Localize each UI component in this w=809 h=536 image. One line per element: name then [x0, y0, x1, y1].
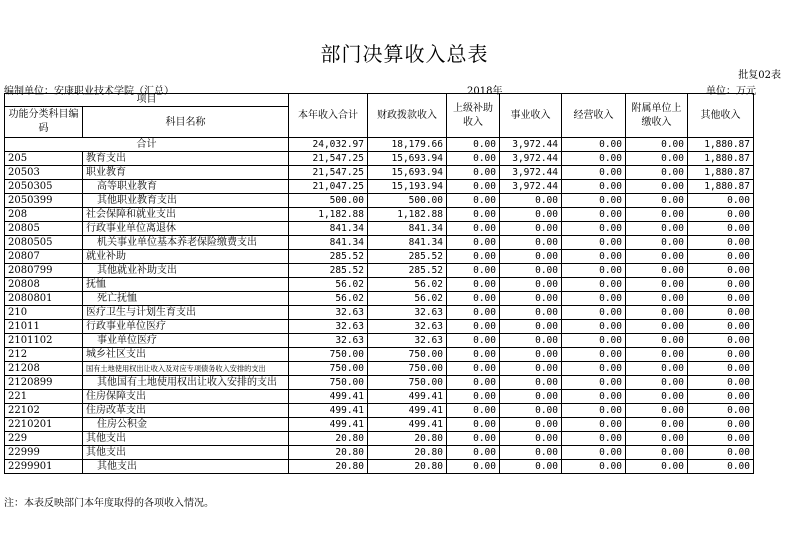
amount-cell: 0.00 — [562, 390, 626, 404]
total-value: 0.00 — [447, 138, 500, 152]
subject-name: 其他国有土地使用权出让收入安排的支出 — [83, 376, 289, 390]
amount-cell: 0.00 — [562, 446, 626, 460]
header-col-affiliated: 附属单位上缴收入 — [626, 94, 688, 138]
subject-name: 住房改革支出 — [83, 404, 289, 418]
amount-cell: 21,547.25 — [289, 166, 368, 180]
amount-cell: 0.00 — [500, 264, 562, 278]
amount-cell: 1,880.87 — [688, 152, 754, 166]
table-row — [5, 432, 754, 446]
total-value: 1,880.87 — [688, 138, 754, 152]
currency-unit: 单位：万元 — [706, 86, 756, 97]
table-row — [5, 320, 754, 334]
subject-name: 医疗卫生与计划生育支出 — [83, 306, 289, 320]
header-col-business: 事业收入 — [500, 94, 562, 138]
amount-cell: 0.00 — [626, 180, 688, 194]
amount-cell: 0.00 — [447, 446, 500, 460]
header-subject-name: 科目名称 — [83, 107, 289, 138]
amount-cell: 0.00 — [500, 446, 562, 460]
amount-cell: 0.00 — [447, 432, 500, 446]
amount-cell: 750.00 — [289, 362, 368, 376]
amount-cell: 32.63 — [368, 334, 447, 348]
amount-cell: 0.00 — [562, 460, 626, 474]
amount-cell: 750.00 — [368, 362, 447, 376]
amount-cell: 0.00 — [447, 236, 500, 250]
amount-cell: 500.00 — [368, 194, 447, 208]
subject-name: 职业教育 — [83, 166, 289, 180]
amount-cell: 0.00 — [500, 376, 562, 390]
income-summary-table — [4, 93, 754, 474]
amount-cell: 0.00 — [626, 208, 688, 222]
subject-name: 事业单位医疗 — [83, 334, 289, 348]
amount-cell: 0.00 — [626, 306, 688, 320]
amount-cell: 500.00 — [289, 194, 368, 208]
amount-cell: 0.00 — [447, 180, 500, 194]
amount-cell: 20.80 — [368, 460, 447, 474]
table-row — [5, 376, 754, 390]
amount-cell: 1,182.88 — [289, 208, 368, 222]
function-code: 221 — [5, 390, 83, 404]
amount-cell: 0.00 — [562, 208, 626, 222]
amount-cell: 0.00 — [688, 208, 754, 222]
amount-cell: 0.00 — [447, 264, 500, 278]
function-code: 212 — [5, 348, 83, 362]
amount-cell: 20.80 — [289, 446, 368, 460]
amount-cell: 0.00 — [688, 250, 754, 264]
total-value: 24,032.97 — [289, 138, 368, 152]
amount-cell: 0.00 — [562, 376, 626, 390]
amount-cell: 0.00 — [500, 236, 562, 250]
amount-cell: 0.00 — [447, 376, 500, 390]
amount-cell: 0.00 — [688, 460, 754, 474]
amount-cell: 0.00 — [688, 306, 754, 320]
function-code: 208 — [5, 208, 83, 222]
amount-cell: 3,972.44 — [500, 180, 562, 194]
header-col-operating: 经营收入 — [562, 94, 626, 138]
amount-cell: 0.00 — [500, 208, 562, 222]
form-id: 批复02表 — [738, 70, 781, 81]
table-row — [5, 194, 754, 208]
subject-name: 国有土地使用权出让收入及对应专项债务收入安排的支出 — [83, 362, 289, 376]
amount-cell: 0.00 — [626, 222, 688, 236]
amount-cell: 0.00 — [562, 292, 626, 306]
amount-cell: 0.00 — [626, 152, 688, 166]
amount-cell: 0.00 — [500, 362, 562, 376]
amount-cell: 20.80 — [289, 432, 368, 446]
subject-name: 社会保障和就业支出 — [83, 208, 289, 222]
total-label: 合计 — [5, 138, 289, 152]
function-code: 20808 — [5, 278, 83, 292]
amount-cell: 0.00 — [688, 334, 754, 348]
amount-cell: 0.00 — [688, 390, 754, 404]
amount-cell: 0.00 — [447, 334, 500, 348]
amount-cell: 0.00 — [688, 278, 754, 292]
amount-cell: 0.00 — [500, 320, 562, 334]
amount-cell: 0.00 — [447, 362, 500, 376]
table-row — [5, 236, 754, 250]
amount-cell: 32.63 — [368, 306, 447, 320]
amount-cell: 1,182.88 — [368, 208, 447, 222]
amount-cell: 0.00 — [500, 404, 562, 418]
amount-cell: 0.00 — [500, 292, 562, 306]
amount-cell: 0.00 — [688, 432, 754, 446]
subject-name: 教育支出 — [83, 152, 289, 166]
amount-cell: 0.00 — [447, 194, 500, 208]
amount-cell: 0.00 — [562, 320, 626, 334]
header-col-fiscal: 财政拨款收入 — [368, 94, 447, 138]
function-code: 22999 — [5, 446, 83, 460]
amount-cell: 0.00 — [688, 348, 754, 362]
table-row — [5, 180, 754, 194]
amount-cell: 56.02 — [368, 292, 447, 306]
amount-cell: 0.00 — [688, 446, 754, 460]
amount-cell: 0.00 — [626, 362, 688, 376]
amount-cell: 1,880.87 — [688, 166, 754, 180]
table-row — [5, 264, 754, 278]
amount-cell: 0.00 — [626, 390, 688, 404]
amount-cell: 32.63 — [289, 334, 368, 348]
amount-cell: 0.00 — [688, 222, 754, 236]
header-col-superior: 上级补助收入 — [447, 94, 500, 138]
subject-name: 就业补助 — [83, 250, 289, 264]
amount-cell: 0.00 — [500, 334, 562, 348]
amount-cell: 0.00 — [626, 278, 688, 292]
amount-cell: 20.80 — [289, 460, 368, 474]
amount-cell: 499.41 — [289, 418, 368, 432]
subject-name: 机关事业单位基本养老保险缴费支出 — [83, 236, 289, 250]
amount-cell: 0.00 — [562, 404, 626, 418]
function-code: 2120899 — [5, 376, 83, 390]
table-row — [5, 348, 754, 362]
amount-cell: 21,047.25 — [289, 180, 368, 194]
amount-cell: 0.00 — [500, 390, 562, 404]
amount-cell: 0.00 — [500, 348, 562, 362]
amount-cell: 15,193.94 — [368, 180, 447, 194]
amount-cell: 32.63 — [289, 306, 368, 320]
amount-cell: 499.41 — [289, 390, 368, 404]
amount-cell: 499.41 — [368, 404, 447, 418]
function-code: 20503 — [5, 166, 83, 180]
amount-cell: 0.00 — [688, 292, 754, 306]
amount-cell: 0.00 — [688, 320, 754, 334]
amount-cell: 0.00 — [688, 404, 754, 418]
amount-cell: 750.00 — [368, 348, 447, 362]
amount-cell: 0.00 — [500, 278, 562, 292]
amount-cell: 15,693.94 — [368, 152, 447, 166]
subject-name: 死亡抚恤 — [83, 292, 289, 306]
amount-cell: 0.00 — [626, 376, 688, 390]
table-row — [5, 390, 754, 404]
table-row — [5, 292, 754, 306]
amount-cell: 0.00 — [562, 194, 626, 208]
amount-cell: 0.00 — [562, 348, 626, 362]
amount-cell: 0.00 — [447, 208, 500, 222]
subject-name: 其他职业教育支出 — [83, 194, 289, 208]
amount-cell: 0.00 — [626, 250, 688, 264]
amount-cell: 499.41 — [368, 390, 447, 404]
table-row — [5, 278, 754, 292]
function-code: 20805 — [5, 222, 83, 236]
function-code: 2101102 — [5, 334, 83, 348]
total-value: 18,179.66 — [368, 138, 447, 152]
function-code: 2050399 — [5, 194, 83, 208]
table-row — [5, 362, 754, 376]
amount-cell: 21,547.25 — [289, 152, 368, 166]
amount-cell: 0.00 — [500, 250, 562, 264]
subject-name: 其他支出 — [83, 432, 289, 446]
subject-name: 住房公积金 — [83, 418, 289, 432]
amount-cell: 285.52 — [368, 250, 447, 264]
amount-cell: 56.02 — [368, 278, 447, 292]
table-row — [5, 334, 754, 348]
amount-cell: 0.00 — [688, 194, 754, 208]
amount-cell: 285.52 — [289, 264, 368, 278]
amount-cell: 0.00 — [500, 460, 562, 474]
amount-cell: 0.00 — [688, 264, 754, 278]
function-code: 2050305 — [5, 180, 83, 194]
function-code: 2080799 — [5, 264, 83, 278]
amount-cell: 0.00 — [626, 432, 688, 446]
subject-name: 城乡社区支出 — [83, 348, 289, 362]
total-row — [5, 138, 754, 152]
total-value: 0.00 — [562, 138, 626, 152]
amount-cell: 750.00 — [368, 376, 447, 390]
subject-name: 抚恤 — [83, 278, 289, 292]
subject-name: 住房保障支出 — [83, 390, 289, 404]
compiling-unit: 编制单位：安康职业技术学院（汇总） — [4, 86, 174, 97]
amount-cell: 0.00 — [562, 334, 626, 348]
amount-cell: 841.34 — [289, 236, 368, 250]
amount-cell: 0.00 — [562, 152, 626, 166]
function-code: 2210201 — [5, 418, 83, 432]
header-project: 项目 — [5, 94, 289, 107]
amount-cell: 0.00 — [626, 166, 688, 180]
amount-cell: 0.00 — [562, 432, 626, 446]
amount-cell: 0.00 — [562, 236, 626, 250]
amount-cell: 0.00 — [562, 278, 626, 292]
amount-cell: 0.00 — [562, 362, 626, 376]
amount-cell: 0.00 — [626, 236, 688, 250]
table-row — [5, 306, 754, 320]
amount-cell: 0.00 — [447, 292, 500, 306]
table-row — [5, 418, 754, 432]
amount-cell: 0.00 — [447, 152, 500, 166]
amount-cell: 0.00 — [562, 306, 626, 320]
total-value: 3,972.44 — [500, 138, 562, 152]
page-title: 部门决算收入总表 — [320, 42, 489, 66]
amount-cell: 0.00 — [562, 222, 626, 236]
amount-cell: 0.00 — [688, 236, 754, 250]
amount-cell: 0.00 — [626, 264, 688, 278]
amount-cell: 0.00 — [562, 250, 626, 264]
subject-name: 行政事业单位离退休 — [83, 222, 289, 236]
subject-name: 其他就业补助支出 — [83, 264, 289, 278]
amount-cell: 0.00 — [626, 348, 688, 362]
header-func-code: 功能分类科目编码 — [5, 107, 83, 138]
amount-cell: 20.80 — [368, 432, 447, 446]
amount-cell: 0.00 — [626, 418, 688, 432]
amount-cell: 285.52 — [368, 264, 447, 278]
amount-cell: 499.41 — [368, 418, 447, 432]
amount-cell: 15,693.94 — [368, 166, 447, 180]
amount-cell: 0.00 — [447, 390, 500, 404]
amount-cell: 0.00 — [562, 180, 626, 194]
function-code: 210 — [5, 306, 83, 320]
amount-cell: 841.34 — [289, 222, 368, 236]
amount-cell: 750.00 — [289, 348, 368, 362]
amount-cell: 0.00 — [562, 418, 626, 432]
subject-name: 其他支出 — [83, 460, 289, 474]
subject-name: 其他支出 — [83, 446, 289, 460]
amount-cell: 0.00 — [626, 320, 688, 334]
amount-cell: 0.00 — [562, 166, 626, 180]
amount-cell: 0.00 — [447, 278, 500, 292]
function-code: 21011 — [5, 320, 83, 334]
function-code: 229 — [5, 432, 83, 446]
function-code: 2080801 — [5, 292, 83, 306]
total-value: 0.00 — [626, 138, 688, 152]
amount-cell: 0.00 — [626, 460, 688, 474]
header-col-total: 本年收入合计 — [289, 94, 368, 138]
amount-cell: 56.02 — [289, 278, 368, 292]
table-row — [5, 152, 754, 166]
amount-cell: 0.00 — [447, 222, 500, 236]
function-code: 2299901 — [5, 460, 83, 474]
table-row — [5, 222, 754, 236]
table-row — [5, 404, 754, 418]
function-code: 205 — [5, 152, 83, 166]
amount-cell: 0.00 — [447, 418, 500, 432]
amount-cell: 750.00 — [289, 376, 368, 390]
amount-cell: 3,972.44 — [500, 166, 562, 180]
amount-cell: 0.00 — [500, 432, 562, 446]
report-year: 2018年 — [467, 86, 503, 97]
amount-cell: 0.00 — [688, 418, 754, 432]
amount-cell: 0.00 — [688, 376, 754, 390]
table-row — [5, 460, 754, 474]
amount-cell: 0.00 — [447, 320, 500, 334]
amount-cell: 0.00 — [447, 348, 500, 362]
amount-cell: 841.34 — [368, 222, 447, 236]
amount-cell: 0.00 — [626, 446, 688, 460]
amount-cell: 32.63 — [289, 320, 368, 334]
header-col-other: 其他收入 — [688, 94, 754, 138]
amount-cell: 0.00 — [626, 404, 688, 418]
amount-cell: 0.00 — [447, 404, 500, 418]
amount-cell: 0.00 — [447, 460, 500, 474]
amount-cell: 0.00 — [500, 194, 562, 208]
amount-cell: 3,972.44 — [500, 152, 562, 166]
amount-cell: 0.00 — [500, 306, 562, 320]
amount-cell: 0.00 — [447, 306, 500, 320]
amount-cell: 0.00 — [626, 292, 688, 306]
table-row — [5, 166, 754, 180]
amount-cell: 0.00 — [500, 222, 562, 236]
table-note: 注：本表反映部门本年度取得的各项收入情况。 — [4, 498, 214, 509]
table-row — [5, 208, 754, 222]
amount-cell: 0.00 — [447, 250, 500, 264]
amount-cell: 0.00 — [500, 418, 562, 432]
amount-cell: 499.41 — [289, 404, 368, 418]
amount-cell: 285.52 — [289, 250, 368, 264]
amount-cell: 32.63 — [368, 320, 447, 334]
function-code: 22102 — [5, 404, 83, 418]
amount-cell: 0.00 — [688, 362, 754, 376]
table-row — [5, 250, 754, 264]
amount-cell: 1,880.87 — [688, 180, 754, 194]
table-row — [5, 446, 754, 460]
amount-cell: 0.00 — [626, 194, 688, 208]
amount-cell: 0.00 — [562, 264, 626, 278]
function-code: 21208 — [5, 362, 83, 376]
amount-cell: 841.34 — [368, 236, 447, 250]
amount-cell: 56.02 — [289, 292, 368, 306]
subject-name: 行政事业单位医疗 — [83, 320, 289, 334]
function-code: 2080505 — [5, 236, 83, 250]
amount-cell: 0.00 — [447, 166, 500, 180]
amount-cell: 20.80 — [368, 446, 447, 460]
function-code: 20807 — [5, 250, 83, 264]
subject-name: 高等职业教育 — [83, 180, 289, 194]
amount-cell: 0.00 — [626, 334, 688, 348]
